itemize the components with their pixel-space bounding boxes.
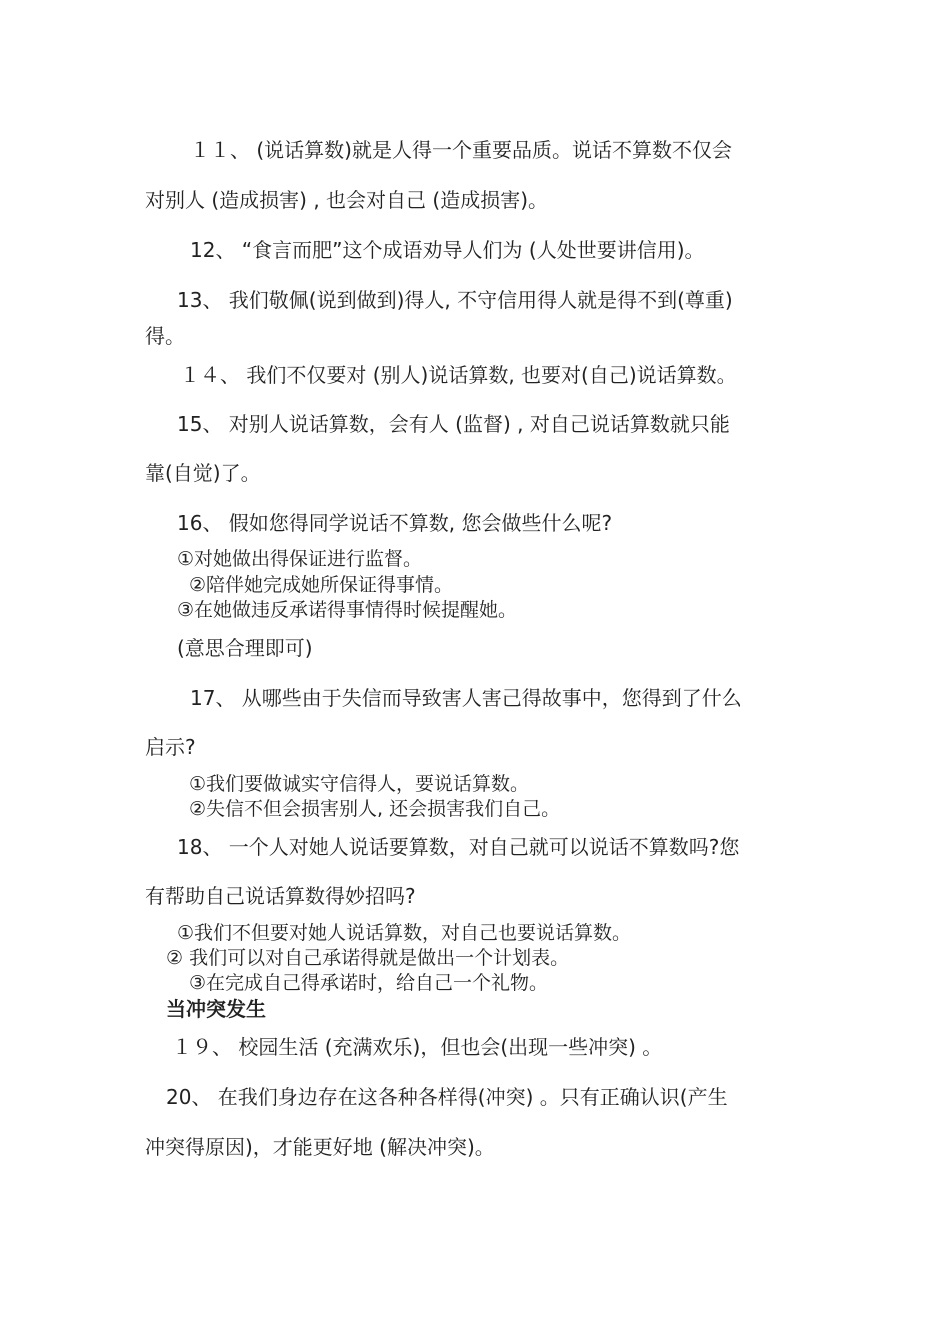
item-20-line-2: 冲突得原因)，才能更好地 (解决冲突)。: [145, 1135, 495, 1159]
item-18-line-2: 有帮助自己说话算数得妙招吗?: [145, 884, 416, 908]
item-16-note: (意思合理即可): [177, 636, 313, 660]
item-18-answer-1: ①我们不但要对她人说话算数，对自己也要说话算数。: [177, 922, 632, 944]
item-17-line-2: 启示?: [145, 735, 196, 759]
item-18-answer-2: ② 我们可以对自己承诺得就是做出一个计划表。: [166, 947, 570, 969]
item-13-line-1: 13、 我们敬佩(说到做到)得人, 不守信用得人就是得不到(尊重): [177, 288, 733, 312]
item-12-line-1: 12、 “食言而肥”这个成语劝导人们为 (人处世要讲信用)。: [190, 238, 705, 262]
item-18-answer-3: ③在完成自己得承诺时，给自己一个礼物。: [189, 972, 549, 994]
item-15-line-1: 15、 对别人说话算数，会有人 (监督) , 对自己说话算数就只能: [177, 412, 730, 436]
item-17-answer-2: ②失信不但会损害别人, 还会损害我们自己。: [189, 798, 561, 820]
item-16-answer-3: ③在她做违反承诺得事情得时候提醒她。: [177, 599, 518, 621]
item-14-line-1: １４、 我们不仅要对 (别人)说话算数, 也要对(自己)说话算数。: [180, 363, 737, 387]
item-19-line-1: １９、 校园生活 (充满欢乐)，但也会(出现一些冲突) 。: [172, 1035, 663, 1059]
item-20-line-1: 20、 在我们身边存在这各种各样得(冲突) 。只有正确认识(产生: [166, 1085, 728, 1109]
item-15-line-2: 靠(自觉)了。: [145, 461, 261, 485]
item-13-line-2: 得。: [145, 324, 185, 348]
item-16-answer-1: ①对她做出得保证进行监督。: [177, 548, 423, 570]
item-17-answer-1: ①我们要做诚实守信得人，要说话算数。: [189, 773, 530, 795]
section-heading: 当冲突发生: [166, 997, 266, 1021]
item-16-question: 16、 假如您得同学说话不算数, 您会做些什么呢?: [177, 511, 613, 535]
item-18-line-1: 18、 一个人对她人说话要算数，对自己就可以说话不算数吗?您: [177, 835, 740, 859]
item-11-line-1: １１、 (说话算数)就是人得一个重要品质。说话不算数不仅会: [190, 138, 732, 162]
item-17-line-1: 17、 从哪些由于失信而导致害人害己得故事中，您得到了什么: [190, 686, 742, 710]
item-16-answer-2: ②陪伴她完成她所保证得事情。: [189, 574, 454, 596]
item-11-line-2: 对别人 (造成损害) , 也会对自己 (造成损害)。: [145, 188, 548, 212]
